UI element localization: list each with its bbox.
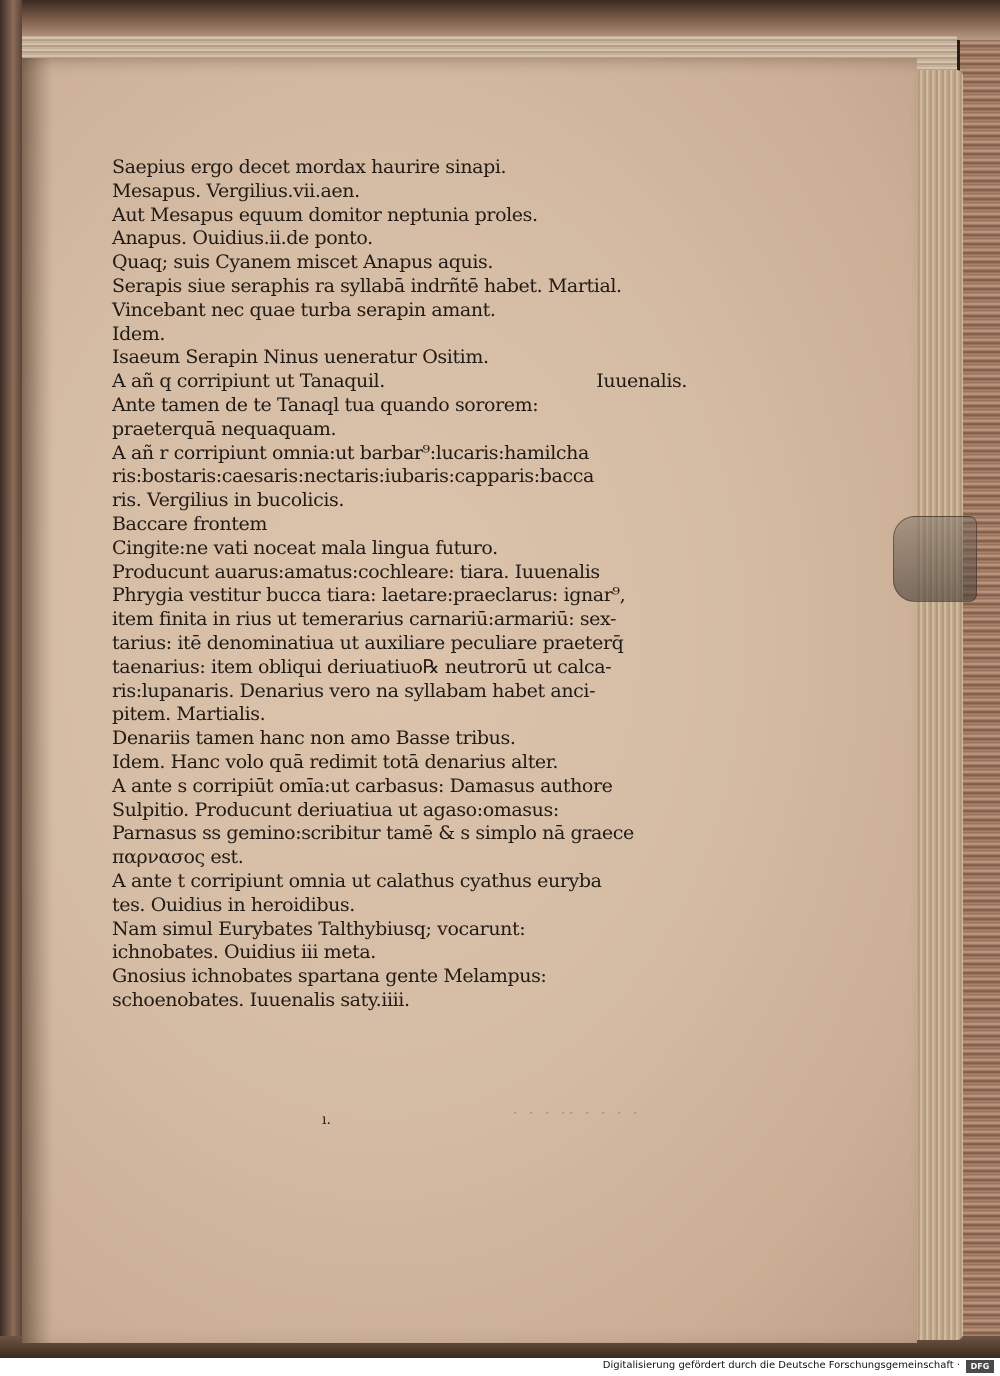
dfg-logo-icon: DFG (966, 1360, 994, 1373)
text-line-main: tes. Ouidius in heroidibus. (112, 893, 355, 916)
text-line (112, 584, 687, 608)
text-line (112, 537, 687, 561)
text-line (112, 965, 687, 989)
text-line-main: ris:lupanaris. Denarius vero na syllabam habet anci- (112, 679, 596, 702)
text-line (112, 394, 687, 418)
text-line (112, 299, 687, 323)
text-line (112, 442, 687, 466)
text-line-main: Quaq; suis Cyanem miscet Anapus aquis. (112, 251, 494, 274)
text-line (112, 680, 687, 704)
text-line-main: Sulpitio. Producunt deriuatiua ut agaso:omasus: (112, 798, 559, 821)
text-line-main: Mesapus. Vergilius.vii.aen. (112, 179, 360, 202)
text-line (112, 989, 687, 1013)
text-line-main: Cingite:ne vati noceat mala lingua futuro. (112, 536, 498, 559)
text-line-main: A ante s corripiūt omīa:ut carbasus: Damasus authore (112, 774, 613, 797)
text-line (112, 941, 687, 965)
text-line (112, 918, 687, 942)
text-line-main: Parnasus ss gemino:scribitur tamē & s simplo nā graece (112, 822, 634, 845)
text-line-main: Anapus. Ouidius.ii.de ponto. (112, 227, 373, 250)
text-line (112, 799, 687, 823)
text-line-main: Baccare frontem (112, 512, 267, 535)
text-line-main: Nam simul Eurybates Talthybiusq; vocarunt: (112, 917, 526, 940)
book-cover-left (0, 0, 22, 1358)
text-line-main: Aut Mesapus equum domitor neptunia proles. (112, 203, 538, 226)
text-line-main: ris:bostaris:caesaris:nectaris:iubaris:capparis:bacca (112, 465, 594, 488)
text-line-main: tarius: itē denominatiua ut auxiliare peculiare praeterq̄ (112, 631, 624, 654)
text-line (112, 561, 687, 585)
book-cover-top (0, 0, 1000, 40)
text-line-main: A añ r corripiunt omnia:ut barbar⁹:lucaris:hamilcha (112, 441, 589, 464)
text-line (112, 489, 687, 513)
text-line (112, 632, 687, 656)
text-line-main: Gnosius ichnobates spartana gente Melampus: (112, 965, 547, 988)
ink-specks: · · · ·· · · · · (512, 1108, 641, 1119)
text-line (112, 822, 687, 846)
text-line-main: taenarius: item obliqui deriuatiuo℞ neutrorū ut calca- (112, 655, 612, 678)
text-line (112, 346, 687, 370)
text-line (112, 275, 687, 299)
text-line (112, 656, 687, 680)
text-line-main: A ante t corripiunt omnia ut calathus cyathus euryba (112, 869, 602, 892)
text-line-main: Isaeum Serapin Ninus ueneratur Ositim. (112, 346, 489, 369)
text-line (112, 180, 687, 204)
text-line-main: Phrygia vestitur bucca tiara: laetare:praeclarus: ignar⁹, (112, 584, 626, 607)
text-line (112, 323, 687, 347)
text-line-main: Vincebant nec quae turba serapin amant. (112, 298, 496, 321)
printed-text-block (112, 156, 687, 1013)
text-line (112, 204, 687, 228)
text-line-main: ichnobates. Ouidius iii meta. (112, 941, 376, 964)
text-line (112, 156, 687, 180)
book-cover-right (960, 40, 1000, 1358)
text-line-main: Idem. (112, 322, 165, 345)
text-line-main: ris. Vergilius in bucolicis. (112, 489, 345, 512)
text-line-main: παρνασος est. (112, 846, 244, 869)
text-line (112, 251, 687, 275)
funding-credit: Digitalisierung gefördert durch die Deutsche Forschungsgemeinschaft · (602, 1360, 960, 1371)
text-line (112, 894, 687, 918)
text-line (112, 608, 687, 632)
text-line-main: Ante tamen de te Tanaql tua quando sororem: (112, 393, 539, 416)
page-marker-clip (893, 516, 977, 602)
ink-mark: ı. (322, 1112, 331, 1128)
text-line (112, 727, 687, 751)
gutter-shadow (22, 58, 52, 1343)
text-line-main: praeterquā nequaquam. (112, 417, 337, 440)
text-line-main: item finita in rius ut temerarius carnariū:armariū: sex- (112, 608, 617, 631)
text-line (112, 870, 687, 894)
text-line-main: pitem. Martialis. (112, 703, 266, 726)
text-line-main: A añ q corripiunt ut Tanaquil. (112, 370, 385, 393)
text-line (112, 513, 687, 537)
text-line (112, 465, 687, 489)
digitization-footer (0, 1358, 1000, 1376)
text-line-main: Denariis tamen hanc non amo Basse tribus. (112, 727, 516, 750)
text-line (112, 418, 687, 442)
text-line-right: Iuuenalis. (596, 370, 687, 393)
text-line (112, 775, 687, 799)
text-line (112, 370, 687, 394)
text-line-main: Producunt auarus:amatus:cochleare: tiara. Iuuenalis (112, 560, 600, 583)
text-line (112, 751, 687, 775)
text-line-main: schoenobates. Iuuenalis saty.iiii. (112, 988, 410, 1011)
text-line-main: Idem. Hanc volo quā redimit totā denarius alter. (112, 750, 559, 773)
text-line-main: Serapis siue seraphis ra syllabā indrñtē habet. Martial. (112, 274, 622, 297)
text-line (112, 227, 687, 251)
text-line (112, 846, 687, 870)
text-line-main: Saepius ergo decet mordax haurire sinapi. (112, 156, 507, 178)
text-line (112, 703, 687, 727)
